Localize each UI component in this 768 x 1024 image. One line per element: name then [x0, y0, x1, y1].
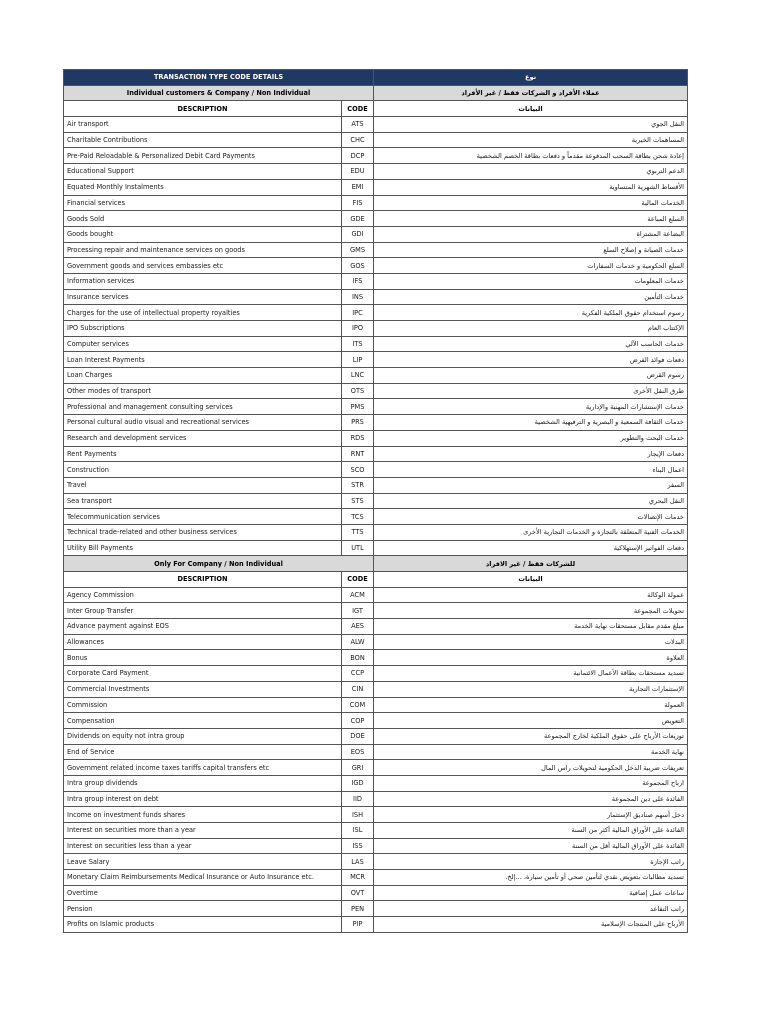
table-row: [64, 383, 688, 399]
cell-arabic: تحويلات المجموعة: [374, 603, 688, 619]
cell-code: PEN: [342, 901, 374, 917]
cell-arabic: طرق النقل الأخرى: [374, 383, 688, 399]
section2-label-ar: للشركات فقط / غير الافراد: [374, 556, 688, 572]
cell-arabic: خدمات المعلومات: [374, 273, 688, 289]
cell-description: Computer services: [64, 336, 342, 352]
cell-code: IPC: [342, 305, 374, 321]
cell-arabic: العمولة: [374, 697, 688, 713]
cell-code: LNC: [342, 368, 374, 384]
cell-arabic: الفائدة على الأوراق المالية أقل من السنة: [374, 838, 688, 854]
cell-description: Loan Charges: [64, 368, 342, 384]
cell-description: Leave Salary: [64, 854, 342, 870]
cell-description: Professional and management consulting services: [64, 399, 342, 415]
table-row: [64, 603, 688, 619]
cell-arabic: الخدمات الفنية المتعلقة بالتجارة و الخدمات التجارية الأخرى: [374, 524, 688, 540]
cell-arabic: ساعات عمل إضافية: [374, 885, 688, 901]
cell-arabic: اعمال البناء: [374, 462, 688, 478]
table-row: [64, 509, 688, 525]
cell-code: PIP: [342, 917, 374, 933]
cell-arabic: العلاوة: [374, 650, 688, 666]
column-header-code: CODE: [342, 572, 374, 588]
table-row: [64, 430, 688, 446]
cell-arabic: البدلات: [374, 634, 688, 650]
cell-description: Financial services: [64, 195, 342, 211]
cell-description: Telecommunication services: [64, 509, 342, 525]
table-row: [64, 775, 688, 791]
cell-arabic: عمولة الوكالة: [374, 587, 688, 603]
cell-description: Technical trade-related and other business services: [64, 524, 342, 540]
cell-description: Rent Payments: [64, 446, 342, 462]
cell-description: Commission: [64, 697, 342, 713]
column-header-arabic: البيانات: [374, 572, 688, 588]
cell-arabic: رسوم القرض: [374, 368, 688, 384]
table-row: [64, 462, 688, 478]
table-row: [64, 917, 688, 933]
cell-description: Pension: [64, 901, 342, 917]
cell-description: Personal cultural audio visual and recreational services: [64, 415, 342, 431]
cell-code: ISL: [342, 823, 374, 839]
cell-code: IPO: [342, 321, 374, 337]
section1-label-ar: عملاء الأفراد و الشركات فقط / غير الأفراد: [374, 85, 688, 101]
cell-description: Goods bought: [64, 226, 342, 242]
cell-description: Dividends on equity not intra group: [64, 728, 342, 744]
cell-code: EOS: [342, 744, 374, 760]
cell-description: End of Service: [64, 744, 342, 760]
cell-arabic: النقل الجوي: [374, 117, 688, 133]
table-row: [64, 760, 688, 776]
cell-arabic: دفعات الإيجار: [374, 446, 688, 462]
table-row: [64, 273, 688, 289]
cell-code: EMI: [342, 179, 374, 195]
cell-code: CHC: [342, 132, 374, 148]
table-row: [64, 524, 688, 540]
table-row: [64, 838, 688, 854]
cell-arabic: خدمات البحث والتطوير: [374, 430, 688, 446]
cell-description: Interest on securities more than a year: [64, 823, 342, 839]
cell-arabic: نهاية الخدمة: [374, 744, 688, 760]
cell-arabic: راتب التقاعد: [374, 901, 688, 917]
cell-code: IGD: [342, 775, 374, 791]
cell-arabic: دخل أسهم صناديق الإستثمار: [374, 807, 688, 823]
cell-code: ISH: [342, 807, 374, 823]
cell-arabic: راتب الإجازة: [374, 854, 688, 870]
cell-code: ISS: [342, 838, 374, 854]
table-row: [64, 211, 688, 227]
cell-description: Inter Group Transfer: [64, 603, 342, 619]
cell-code: TCS: [342, 509, 374, 525]
cell-code: OTS: [342, 383, 374, 399]
table-row: [64, 352, 688, 368]
cell-arabic: ارباح المجموعة: [374, 775, 688, 791]
cell-description: Sea transport: [64, 493, 342, 509]
table-row: [64, 399, 688, 415]
cell-code: IID: [342, 791, 374, 807]
table-row: [64, 870, 688, 886]
table-row: [64, 854, 688, 870]
cell-code: DOE: [342, 728, 374, 744]
column-header-arabic: البيانات: [374, 101, 688, 117]
cell-arabic: رسوم استخدام حقوق الملكية الفكرية: [374, 305, 688, 321]
cell-code: IGT: [342, 603, 374, 619]
cell-arabic: النقل البحري: [374, 493, 688, 509]
column-header-description: DESCRIPTION: [64, 572, 342, 588]
cell-description: Compensation: [64, 713, 342, 729]
table-row: [64, 823, 688, 839]
table-row: [64, 650, 688, 666]
cell-description: Utility Bill Payments: [64, 540, 342, 556]
cell-code: ITS: [342, 336, 374, 352]
cell-arabic: خدمات الإستشارات المهنية والإدارية: [374, 399, 688, 415]
cell-arabic: خدمات الحاسب الآلي: [374, 336, 688, 352]
cell-code: BON: [342, 650, 374, 666]
table-row: [64, 415, 688, 431]
table-row: [64, 195, 688, 211]
cell-code: PRS: [342, 415, 374, 431]
cell-description: Processing repair and maintenance services on goods: [64, 242, 342, 258]
table-row: [64, 305, 688, 321]
table-row: [64, 619, 688, 635]
table-row: [64, 493, 688, 509]
cell-code: LAS: [342, 854, 374, 870]
cell-code: ATS: [342, 117, 374, 133]
cell-description: Agency Commission: [64, 587, 342, 603]
cell-description: Charges for the use of intellectual property royalties: [64, 305, 342, 321]
cell-code: OVT: [342, 885, 374, 901]
cell-description: Monetary Claim Reimbursements Medical Insurance or Auto Insurance etc.: [64, 870, 342, 886]
cell-arabic: تعريفات ضريبة الدخل الحكومية لتحويلات راس المال: [374, 760, 688, 776]
cell-description: Income on investment funds shares: [64, 807, 342, 823]
cell-code: SCO: [342, 462, 374, 478]
cell-code: IFS: [342, 273, 374, 289]
cell-code: COP: [342, 713, 374, 729]
cell-description: Intra group interest on debt: [64, 791, 342, 807]
cell-description: Information services: [64, 273, 342, 289]
cell-code: INS: [342, 289, 374, 305]
cell-code: EDU: [342, 164, 374, 180]
cell-arabic: الأرباح على المنتجات الإسلامية: [374, 917, 688, 933]
cell-description: Charitable Contributions: [64, 132, 342, 148]
cell-description: Corporate Card Payment: [64, 666, 342, 682]
table-row: [64, 634, 688, 650]
table-row: [64, 807, 688, 823]
cell-arabic: خدمات الصيانة و إصلاح السلع: [374, 242, 688, 258]
cell-code: GOS: [342, 258, 374, 274]
cell-description: Bonus: [64, 650, 342, 666]
table-row: [64, 540, 688, 556]
cell-code: DCP: [342, 148, 374, 164]
cell-arabic: الفائدة على الأوراق المالية أكثر من السنة: [374, 823, 688, 839]
cell-description: Intra group dividends: [64, 775, 342, 791]
table-row: [64, 728, 688, 744]
cell-description: Educational Support: [64, 164, 342, 180]
table-row: [64, 164, 688, 180]
table-row: [64, 681, 688, 697]
table-title-row: [64, 70, 688, 86]
cell-arabic: الفائدة على دين المجموعة: [374, 791, 688, 807]
cell-code: ALW: [342, 634, 374, 650]
table-row: [64, 117, 688, 133]
table-row: [64, 446, 688, 462]
cell-description: Other modes of transport: [64, 383, 342, 399]
cell-code: RDS: [342, 430, 374, 446]
cell-description: Government goods and services embassies etc: [64, 258, 342, 274]
cell-code: STS: [342, 493, 374, 509]
cell-code: GRI: [342, 760, 374, 776]
cell-description: Insurance services: [64, 289, 342, 305]
cell-arabic: الإكتتاب العام: [374, 321, 688, 337]
cell-code: PMS: [342, 399, 374, 415]
cell-arabic: السفر: [374, 477, 688, 493]
cell-code: GDE: [342, 211, 374, 227]
table-row: [64, 697, 688, 713]
table-title-en: TRANSACTION TYPE CODE DETAILS: [64, 70, 374, 86]
cell-arabic: خدمات الثقافة السمعية و البصرية و الترفيهية الشخصية: [374, 415, 688, 431]
cell-arabic: التعويض: [374, 713, 688, 729]
table-row: [64, 321, 688, 337]
cell-arabic: الخدمات المالية: [374, 195, 688, 211]
column-header-description: DESCRIPTION: [64, 101, 342, 117]
table-row: [64, 289, 688, 305]
table-row: [64, 477, 688, 493]
cell-description: IPO Subscriptions: [64, 321, 342, 337]
cell-description: Loan Interest Payments: [64, 352, 342, 368]
cell-arabic: الإستثمارات التجارية: [374, 681, 688, 697]
table-row: [64, 713, 688, 729]
table-row: [64, 336, 688, 352]
cell-description: Goods Sold: [64, 211, 342, 227]
cell-code: STR: [342, 477, 374, 493]
cell-description: Equated Monthly Instalments: [64, 179, 342, 195]
cell-arabic: تسديد مستحقات بطاقة الأعمال الائتمانية: [374, 666, 688, 682]
table-row: [64, 132, 688, 148]
cell-code: RNT: [342, 446, 374, 462]
table-row: [64, 885, 688, 901]
cell-arabic: دفعات الفواتير الإستهلاكية: [374, 540, 688, 556]
section1-label-en: Individual customers & Company / Non Individual: [64, 85, 374, 101]
cell-arabic: خدمات الإتصالات: [374, 509, 688, 525]
cell-code: GDI: [342, 226, 374, 242]
column-header-code: CODE: [342, 101, 374, 117]
cell-code: ACM: [342, 587, 374, 603]
cell-arabic: السلع الحكومية و خدمات السفارات: [374, 258, 688, 274]
cell-description: Pre-Paid Reloadable & Personalized Debit Card Payments: [64, 148, 342, 164]
cell-code: LIP: [342, 352, 374, 368]
cell-arabic: إعادة شحن بطاقة السحب المدفوعة مقدماً و دفعات بطاقة الخصم الشخصية: [374, 148, 688, 164]
table-row: [64, 791, 688, 807]
cell-description: Commercial Investments: [64, 681, 342, 697]
section2-header-row: [64, 556, 688, 572]
cell-arabic: دفعات فوائد القرض: [374, 352, 688, 368]
cell-description: Overtime: [64, 885, 342, 901]
cell-arabic: مبلغ مقدم مقابل مستحقات نهاية الخدمة: [374, 619, 688, 635]
section1-header-row: [64, 85, 688, 101]
cell-arabic: توزيعات الأرباح على حقوق الملكية لخارج المجموعة: [374, 728, 688, 744]
cell-description: Allowances: [64, 634, 342, 650]
table-title-ar: نوع: [374, 70, 688, 86]
table-row: [64, 148, 688, 164]
cell-arabic: الأقساط الشهرية المتساوية: [374, 179, 688, 195]
cell-code: AES: [342, 619, 374, 635]
cell-arabic: الدعم التربوي: [374, 164, 688, 180]
cell-description: Advance payment against EOS: [64, 619, 342, 635]
cell-code: UTL: [342, 540, 374, 556]
cell-arabic: تسديد مطالبات بتعويض نقدي لتأمين صحي أو تأمين سيارة، ...إلخ.: [374, 870, 688, 886]
table-row: [64, 242, 688, 258]
cell-code: GMS: [342, 242, 374, 258]
cell-arabic: المساهمات الخيرية: [374, 132, 688, 148]
cell-code: MCR: [342, 870, 374, 886]
cell-arabic: البضاعة المشتراة: [374, 226, 688, 242]
cell-arabic: السلع المباعة: [374, 211, 688, 227]
table-row: [64, 587, 688, 603]
section2-label-en: Only For Company / Non Individual: [64, 556, 374, 572]
cell-description: Profits on Islamic products: [64, 917, 342, 933]
table-row: [64, 179, 688, 195]
cell-code: CIN: [342, 681, 374, 697]
cell-description: Interest on securities less than a year: [64, 838, 342, 854]
table-row: [64, 258, 688, 274]
transaction-code-table: [63, 69, 688, 933]
table-row: [64, 226, 688, 242]
cell-description: Air transport: [64, 117, 342, 133]
cell-code: TTS: [342, 524, 374, 540]
table-row: [64, 901, 688, 917]
cell-arabic: خدمات التأمين: [374, 289, 688, 305]
table-row: [64, 368, 688, 384]
section1-column-header-row: [64, 101, 688, 117]
cell-code: COM: [342, 697, 374, 713]
cell-code: FIS: [342, 195, 374, 211]
cell-description: Government related income taxes tariffs capital transfers etc: [64, 760, 342, 776]
table-row: [64, 666, 688, 682]
cell-code: CCP: [342, 666, 374, 682]
section2-column-header-row: [64, 572, 688, 588]
table-row: [64, 744, 688, 760]
cell-description: Construction: [64, 462, 342, 478]
cell-description: Research and development services: [64, 430, 342, 446]
cell-description: Travel: [64, 477, 342, 493]
